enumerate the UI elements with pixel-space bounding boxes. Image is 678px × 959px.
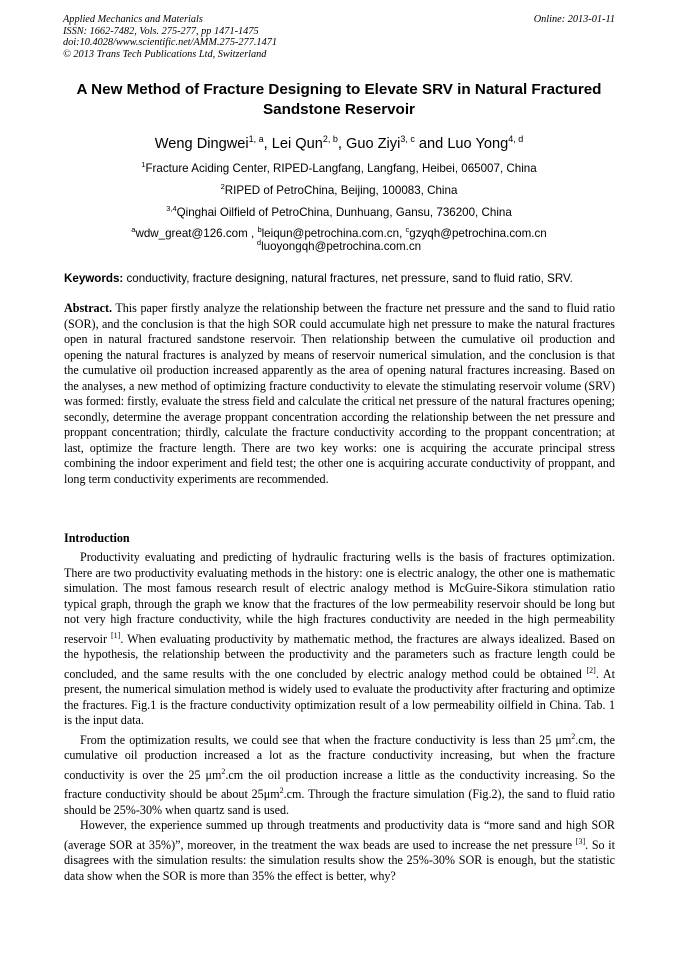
email-line-2 [40, 236, 638, 253]
author-name: Luo Yong [447, 135, 509, 152]
doi-line: doi:10.4028/www.scientific.net/AMM.275-277.1471 [63, 37, 278, 49]
intro-paragraph-3: However, the experience summed up through treatments and productivity data is “more sand and high SOR (average SOR at 35%)”, moreover, in the treatment the wax beads are used to increase the net pressure [3]. So it disagrees with the simulation results: the simulation results show the 25%-30% SOR is enough, but the statistic data show when the SOR is more than 35% the effect is better, why? [64, 818, 615, 883]
paper-title [60, 80, 618, 120]
intro-paragraph-1: Productivity evaluating and predicting of hydraulic fracturing wells is the basis of fractures optimization. There are two productivity evaluating methods in the history: one is electric analogy, the other one is mathematic simulation. The most famous research result of electric analogy method is McGuire-Sikora stimulation ratio typical graph, through the graph we know that the fractures of the low permeability reservoir should be long but not very high fracture conductivity, while the high fractures conductivity are needed in the high permeability reservoir [1]. When evaluating productivity by mathematic method, the fractures are always idealized. Based on the hypothesis, the relationship between the productivity and the parameters such as fracture length could be concluded, and the same results with the one concluded by electric analogy method could be obtained [2]. At present, the numerical simulation method is widely used to evaluate the productivity after fracturing and optimize the fractures. Fig.1 is the fracture conductivity optimization result of a low permeability oilfield in China. Tab. 1 is the input data. [64, 550, 615, 728]
affiliation-sup: 3,4 [166, 204, 177, 213]
author-affil-sup: 3, c [400, 134, 415, 144]
journal-header [63, 14, 277, 60]
affiliation-text: Qinghai Oilfield of PetroChina, Dunhuang, Gansu, 736200, China [176, 205, 512, 219]
title-line-2: Sandstone Reservoir [263, 101, 415, 118]
abstract-text: This paper firstly analyze the relationship between the fracture net pressure and the sand to fluid ratio (SOR), and the conclusion is that the high SOR could accumulate high net pressure to make the natural fractures open in natural fractured sandstone reservoir. Then relationship between the cumulative oil production and opening the natural fractures is analyzed by means of reservoir numerical simulation, and the conclusion is that the cumulative oil production increased apparently as the area of opening natural fractures increasing. Based on the analyses, a new method of optimizing fracture conductivity to elevate the stimulating reservoir volume (SRV) was formed: firstly, evaluate the stress field and calculate the critical net pressure of the natural fractures opening; secondly, determine the average proppant concentration according the relationship between the net pressure and proppant concentration; thirdly, calculate the fracture conductivity according to the proppant concentration; at last, optimize the fracture length. There are two key works: one is acquiring the accurate principal stress combining the indoor experiment and field test; the other one is acquiring accurate conductivity of proppant, and long term conductivity experiments are recommended. [64, 301, 615, 486]
online-date: Online: 2013-01-11 [533, 14, 615, 25]
affiliation-text: Fracture Aciding Center, RIPED-Langfang, Langfang, Heibei, 065007, China [145, 161, 537, 175]
introduction-body [64, 550, 615, 884]
author-and: and [414, 135, 448, 152]
title-line-1: A New Method of Fracture Designing to Elevate SRV in Natural Fractured [76, 81, 602, 98]
copyright-line: © 2013 Trans Tech Publications Ltd, Switzerland [63, 48, 267, 60]
unit-exponent: 2 [221, 766, 226, 776]
keywords-text: conductivity, fracture designing, natural fractures, net pressure, sand to fluid ratio, SRV. [123, 272, 573, 285]
author-list [40, 129, 638, 154]
author-name: Weng Dingwei [154, 135, 249, 152]
email-sup: c [405, 225, 410, 234]
author-affil-sup: 1, a [248, 134, 264, 144]
author-affil-sup: 2, b [322, 134, 338, 144]
affiliation-3 [40, 202, 638, 219]
journal-name: Applied Mechanics and Materials [63, 14, 203, 25]
email-sup: a [131, 225, 136, 234]
affiliation-1 [40, 158, 638, 175]
citation-ref: [3] [575, 836, 586, 846]
unit-exponent: 2 [279, 786, 284, 796]
email-address: leiqun@petrochina.com.cn [261, 226, 400, 240]
intro-paragraph-2: From the optimization results, we could see that when the fracture conductivity is less than 25 $\mu m^2.cm$, the cumulative oil production increased a lot as the fracture conductivity increasing, but when the fracture conductivity is over the 25 $\mu m^2.cm$ the oil production increase a little as the conductivity increasing. So the fracture conductivity should be about $25\mu m^2.cm$. Through the fracture simulation (Fig.2), the sand to fluid ratio should be 25%-30% when quartz sand is used. [64, 731, 616, 817]
citation-ref: [1] [110, 630, 121, 640]
email-line-1: $^a$wdw_great@126.com , $^b$leiqun@petrochina.com.cn, $^c$gzyqh@petrochina.com.cn [131, 225, 547, 240]
section-heading-introduction: Introduction [64, 531, 130, 545]
email-address: luoyongqh@petrochina.com.cn [261, 239, 422, 253]
keywords [64, 272, 616, 286]
citation-ref: [2] [586, 665, 596, 675]
author-separator: , [337, 135, 346, 152]
abstract-label: Abstract. [64, 301, 113, 315]
author-affil-sup: 4, d [508, 134, 524, 144]
author-name: Lei Qun [271, 135, 323, 152]
abstract [64, 301, 615, 487]
affiliation-text: RIPED of PetroChina, Beijing, 100083, China [224, 183, 458, 197]
email-address: gzyqh@petrochina.com.cn [409, 226, 547, 240]
email-sup: d [256, 238, 262, 247]
unit-exponent: 2 [571, 731, 576, 741]
affiliation-sup: 2 [220, 182, 225, 191]
email-sup: b [257, 225, 262, 234]
affiliation-sup: 1 [141, 160, 146, 169]
author-separator: , [263, 135, 272, 152]
issn-line: ISSN: 1662-7482, Vols. 275-277, pp 1471-1475 [63, 25, 259, 37]
author-name: Guo Ziyi [345, 135, 401, 152]
keywords-label: Keywords: [64, 272, 124, 285]
affiliation-2 [40, 180, 638, 197]
email-address: wdw_great@126.com [135, 226, 248, 240]
